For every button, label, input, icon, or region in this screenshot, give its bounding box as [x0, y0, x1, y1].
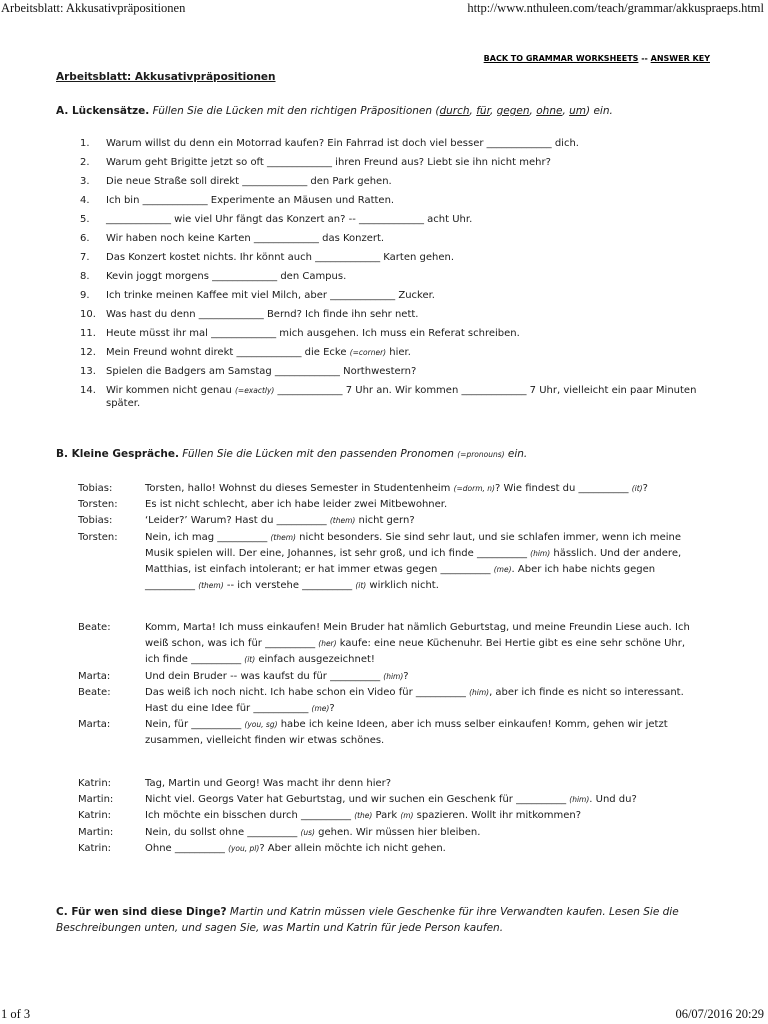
exercise-item: [56, 270, 716, 283]
dialog-line: [78, 669, 690, 685]
exercise-item: [56, 213, 716, 226]
exercise-text: Spielen die Badgers am Samstag _____________ Northwestern?: [106, 366, 417, 377]
print-footer-page-count: 1 of 3: [1, 1007, 31, 1021]
pronoun-hint: (m): [400, 811, 414, 821]
section-b-instruction: Füllen Sie die Lücken mit den passenden Pronomen (=pronouns) ein.: [182, 448, 528, 460]
exercise-number: 13.: [80, 366, 96, 377]
speech-text: Tag, Martin und Georg! Was macht ihr denn hier?: [145, 778, 392, 789]
dialog-line: [78, 497, 690, 513]
speech-text: Und dein Bruder -- was kaufst du für __________ (him)?: [145, 670, 409, 682]
exercise-number: 14.: [80, 385, 96, 396]
print-footer-datetime: 06/07/2016 20:29: [675, 1007, 764, 1021]
exercise-number: 3.: [80, 176, 90, 187]
dialog-line: [78, 792, 690, 808]
dialog-katrin-martin: [78, 776, 690, 857]
dialog-line: [78, 841, 690, 857]
pronoun-hint: (her): [318, 639, 337, 649]
dialog-line: [78, 481, 690, 497]
speaker-name: Tobias:: [78, 515, 113, 527]
dialog-line: [78, 620, 690, 669]
pronoun-hint: (me): [311, 704, 330, 714]
exercise-text: _____________ wie viel Uhr fängt das Konzert an? -- _____________ acht Uhr.: [106, 214, 473, 225]
top-links: [484, 54, 710, 63]
section-b-heading: [56, 448, 527, 460]
pronoun-hint: (us): [300, 827, 315, 837]
dialog-line: [78, 717, 690, 749]
speech-text: Das weiß ich noch nicht. Ich habe schon ein Video für __________ (him), aber ich finde es nicht so interessant. Hast du eine Idee für ___________ (me)?: [145, 686, 684, 715]
exercise-number: 7.: [80, 252, 90, 263]
speech-text: ‘Leider?’ Warum? Hast du __________ (them) nicht gern?: [145, 515, 415, 527]
dialog-line: [78, 530, 690, 595]
worksheet-title: Arbeitsblatt: Akkusativpräpositionen: [56, 71, 276, 83]
exercise-text: Ich bin _____________ Experimente an Mäusen und Ratten.: [106, 195, 395, 206]
speech-text: Komm, Marta! Ich muss einkaufen! Mein Bruder hat nämlich Geburtstag, und meine Freundin Liese auch. Ich weiß schon, was ich für __________ (her) kaufe: eine neue Küchenuhr. Bei Hertie gibt es eine sehr schöne Uhr, ich finde __________ (it) einfach ausgezeichnet!: [145, 622, 690, 666]
pronoun-hint: (it): [631, 484, 643, 493]
exercise-text: Heute müsst ihr mal _____________ mich ausgehen. Ich muss ein Referat schreiben.: [106, 328, 520, 339]
answer-key-link[interactable]: ANSWER KEY: [650, 54, 710, 63]
section-c-instruction: Martin und Katrin müssen viele Geschenke für ihre Verwandten kaufen. Lesen Sie die Beschreibungen unten, und sagen Sie, was Martin und Katrin für jede Person kaufen.: [56, 906, 679, 934]
speech-text: Torsten, hallo! Wohnst du dieses Semester in Studentenheim (=dorm, n)? Wie findest du __________ (it)?: [145, 483, 648, 494]
exercise-item: [56, 175, 716, 188]
speaker-name: Beate:: [78, 622, 111, 633]
exercise-item: [56, 251, 716, 264]
exercise-text: Das Konzert kostet nichts. Ihr könnt auch _____________ Karten gehen.: [106, 252, 455, 263]
exercise-number: 5.: [80, 214, 90, 225]
section-a-label: A. Lückensätze.: [56, 105, 150, 117]
pronoun-hint: (me): [493, 565, 512, 575]
exercise-text: Wir haben noch keine Karten _____________ das Konzert.: [106, 233, 385, 244]
pronoun-hint: (you, sg): [244, 720, 278, 730]
dialog-line: [78, 825, 690, 841]
exercise-text: Warum willst du denn ein Motorrad kaufen? Ein Fahrrad ist doch viel besser _____________ dich.: [106, 138, 579, 149]
back-to-worksheets-link[interactable]: BACK TO GRAMMAR WORKSHEETS: [483, 54, 639, 63]
exercise-item: [56, 308, 716, 321]
speech-text: Nein, ich mag __________ (them) nicht besonders. Sie sind sehr laut, und sie schlafen immer, wenn ich meine Musik spielen will. Der eine, Johannes, ist sehr groß, und ich finde __________ (him) hässlich. Und der andere, Matthias, ist einfach intolerant; er hat immer etwas gegen __________ (me). Aber ich habe nichts gegen __________ (them) -- ich verstehe __________ (it) wirklich nicht.: [145, 531, 682, 592]
dialog-line: [78, 685, 690, 717]
pronoun-hint: (it): [355, 581, 367, 591]
speaker-name: Martin:: [78, 794, 114, 806]
speech-text: Nicht viel. Georgs Vater hat Geburtstag, und wir suchen ein Geschenk für __________ (him). Und du?: [145, 794, 637, 806]
speech-text: Es ist nicht schlecht, aber ich habe leider zwei Mitbewohner.: [145, 499, 448, 511]
pronoun-hint: (=dorm, n): [453, 484, 495, 493]
dialog-line: [78, 513, 690, 529]
speech-text: Ich möchte ein bisschen durch __________ (the) Park (m) spazieren. Wollt ihr mitkommen?: [145, 810, 582, 822]
section-c-label: C. Für wen sind diese Dinge?: [56, 906, 227, 918]
section-a-exercise-list: [56, 137, 716, 416]
pronoun-hint: (the): [354, 811, 373, 821]
exercise-number: 11.: [80, 328, 96, 339]
dialog-tobias-torsten: [78, 481, 690, 594]
speaker-name: Katrin:: [78, 778, 112, 789]
exercise-text: Mein Freund wohnt direkt _____________ die Ecke (=corner) hier.: [106, 347, 411, 358]
pronoun-hint: (you, pl): [228, 843, 260, 853]
dialog-beate-marta: [78, 620, 690, 750]
exercise-text: Wir kommen nicht genau (=exactly) _____________ 7 Uhr an. Wir kommen _____________ 7 Uhr, vielleicht ein paar Minuten später.: [106, 385, 697, 409]
pronoun-hint: (him): [383, 671, 404, 681]
exercise-number: 9.: [80, 290, 90, 301]
speaker-name: Martin:: [78, 826, 114, 838]
speaker-name: Marta:: [78, 670, 111, 682]
exercise-number: 2.: [80, 157, 90, 168]
exercise-item: [56, 194, 716, 207]
pronoun-hint: (him): [469, 687, 490, 697]
speaker-name: Beate:: [78, 686, 111, 698]
pronoun-hint: (him): [569, 795, 590, 805]
print-header-url: http://www.nthuleen.com/teach/grammar/akkuspraeps.html: [467, 1, 764, 15]
exercise-item: [56, 384, 716, 410]
exercise-item: [56, 327, 716, 340]
pronoun-hint: (him): [530, 548, 551, 558]
exercise-item: [56, 156, 716, 169]
print-header-title: Arbeitsblatt: Akkusativpräpositionen: [1, 1, 186, 15]
speaker-name: Katrin:: [78, 842, 112, 854]
pronoun-hint: (it): [244, 655, 256, 665]
exercise-hint: (=corner): [349, 348, 387, 357]
exercise-number: 4.: [80, 195, 90, 206]
speech-text: Ohne __________ (you, pl)? Aber allein möchte ich nicht gehen.: [145, 842, 446, 854]
speaker-name: Marta:: [78, 719, 111, 731]
exercise-hint: (=exactly): [234, 386, 275, 395]
section-c-heading: [56, 904, 706, 936]
exercise-number: 8.: [80, 271, 90, 282]
dialog-line: [78, 808, 690, 824]
speaker-name: Torsten:: [78, 499, 118, 511]
exercise-text: Ich trinke meinen Kaffee mit viel Milch, aber _____________ Zucker.: [106, 290, 435, 301]
speaker-name: Tobias:: [78, 483, 113, 494]
exercise-item: [56, 346, 716, 359]
section-b-label: B. Kleine Gespräche.: [56, 448, 179, 460]
exercise-item: [56, 137, 716, 150]
exercise-number: 10.: [80, 309, 96, 320]
pronoun-hint: (them): [198, 581, 224, 591]
exercise-item: [56, 289, 716, 302]
speech-text: Nein, du sollst ohne __________ (us) gehen. Wir müssen hier bleiben.: [145, 826, 481, 838]
speech-text: Nein, für __________ (you, sg) habe ich keine Ideen, aber ich muss selber einkaufen! Komm, gehen wir jetzt zusammen, vielleicht finden wir etwas schönes.: [145, 719, 668, 747]
exercise-number: 1.: [80, 138, 90, 149]
speaker-name: Torsten:: [78, 531, 118, 543]
exercise-text: Die neue Straße soll direkt _____________ den Park gehen.: [106, 176, 392, 187]
dialog-line: [78, 776, 690, 792]
section-a-instruction: Füllen Sie die Lücken mit den richtigen Präpositionen (durch, für, gegen, ohne, um) ein.: [152, 105, 613, 117]
speaker-name: Katrin:: [78, 810, 112, 822]
pronoun-hint: (them): [270, 532, 296, 542]
exercise-item: [56, 232, 716, 245]
exercise-text: Was hast du denn _____________ Bernd? Ich finde ihn sehr nett.: [106, 309, 419, 320]
link-separator: --: [641, 54, 648, 63]
exercise-number: 6.: [80, 233, 90, 244]
exercise-text: Kevin joggt morgens _____________ den Campus.: [106, 271, 347, 282]
exercise-item: [56, 365, 716, 378]
pronoun-hint: (them): [329, 516, 356, 526]
section-a-heading: [56, 105, 613, 117]
exercise-number: 12.: [80, 347, 96, 358]
exercise-text: Warum geht Brigitte jetzt so oft _____________ ihren Freund aus? Liebt sie ihn nicht mehr?: [106, 157, 551, 168]
